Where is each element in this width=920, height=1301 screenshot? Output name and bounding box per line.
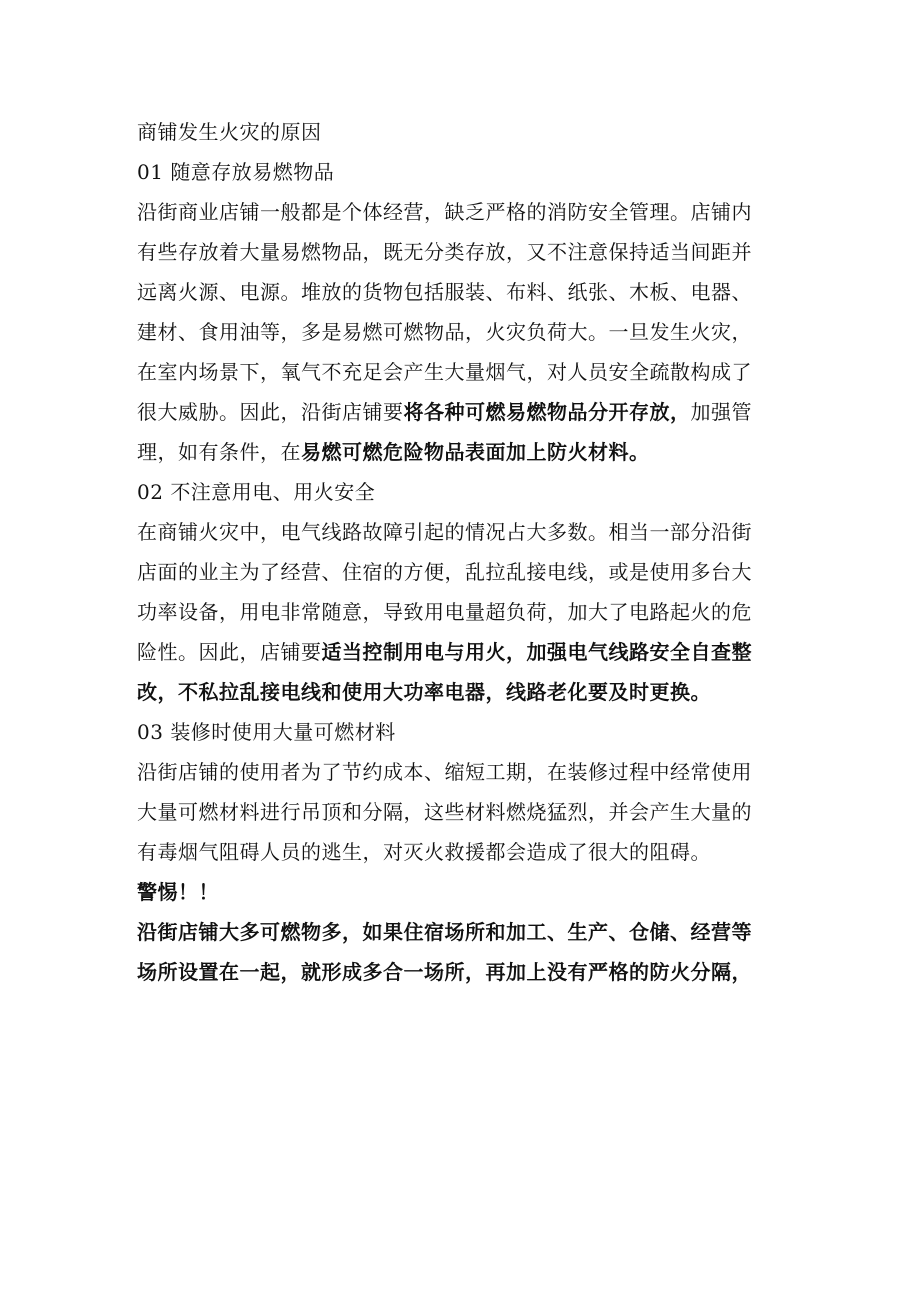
section-2-heading xyxy=(137,472,797,512)
section-3-line-3: 有毒烟气阻碍人员的逃生，对灭火救援都会造成了很大的阻碍。 xyxy=(137,840,711,864)
section-1-line-6-tail: 加强管 xyxy=(690,400,752,424)
section-2-emphasis-2: 改，不私拉乱接电线和使用大功率电器，线路老化要及时更换。 xyxy=(137,680,711,704)
section-3-number: 03 xyxy=(137,720,164,744)
warning-heading: 警惕！！ xyxy=(137,880,219,904)
section-2-number: 02 xyxy=(137,480,164,504)
article-body xyxy=(137,112,797,992)
section-1-line-4: 建材、食用油等，多是易燃可燃物品，火灾负荷大。一旦发生火灾， xyxy=(137,320,752,344)
section-2-line-3: 功率设备，用电非常随意，导致用电量超负荷，加大了电路起火的危 xyxy=(137,600,752,624)
section-2-emphasis-1: 适当控制用电与用火，加强电气线路安全自查整 xyxy=(321,640,752,664)
section-1-line-2: 有些存放着大量易燃物品，既无分类存放，又不注意保持适当间距并 xyxy=(137,240,752,264)
section-1-emphasis-2: 易燃可燃危险物品表面加上防火材料。 xyxy=(301,440,650,464)
section-1-emphasis-1: 将各种可燃易燃物品分开存放， xyxy=(403,400,691,424)
article-title: 商铺发生火灾的原因 xyxy=(137,120,322,144)
section-3-line-2: 大量可燃材料进行吊顶和分隔，这些材料燃烧猛烈，并会产生大量的 xyxy=(137,800,752,824)
section-2-line-4 xyxy=(137,632,797,672)
section-2-title: 不注意用电、用火安全 xyxy=(170,480,376,504)
section-2-line-4-text: 险性。因此，店铺要 xyxy=(137,640,322,664)
section-1-heading xyxy=(137,152,797,192)
section-1-line-7-text: 理，如有条件，在 xyxy=(137,440,301,464)
section-1-line-5: 在室内场景下，氧气不充足会产生大量烟气，对人员安全疏散构成了 xyxy=(137,360,752,384)
section-3-line-1: 沿街店铺的使用者为了节约成本、缩短工期，在装修过程中经常使用 xyxy=(137,760,752,784)
section-3-heading xyxy=(137,712,797,752)
section-2-line-2: 店面的业主为了经营、住宿的方便，乱拉乱接电线，或是使用多台大 xyxy=(137,560,752,584)
warning-line-2: 场所设置在一起，就形成多合一场所，再加上没有严格的防火分隔， xyxy=(137,960,752,984)
section-3-title: 装修时使用大量可燃材料 xyxy=(170,720,396,744)
section-1-line-6 xyxy=(137,392,797,432)
section-1-number: 01 xyxy=(137,160,164,184)
section-1-line-1: 沿街商业店铺一般都是个体经营，缺乏严格的消防安全管理。店铺内 xyxy=(137,200,752,224)
section-2-line-1: 在商铺火灾中，电气线路故障引起的情况占大多数。相当一部分沿街 xyxy=(137,520,752,544)
warning-line-1: 沿街店铺大多可燃物多，如果住宿场所和加工、生产、仓储、经营等 xyxy=(137,920,752,944)
section-1-line-3: 远离火源、电源。堆放的货物包括服装、布料、纸张、木板、电器、 xyxy=(137,280,752,304)
section-1-line-7 xyxy=(137,432,797,472)
section-1-title: 随意存放易燃物品 xyxy=(170,160,335,184)
section-1-line-6-text: 很大威胁。因此，沿街店铺要 xyxy=(137,400,404,424)
